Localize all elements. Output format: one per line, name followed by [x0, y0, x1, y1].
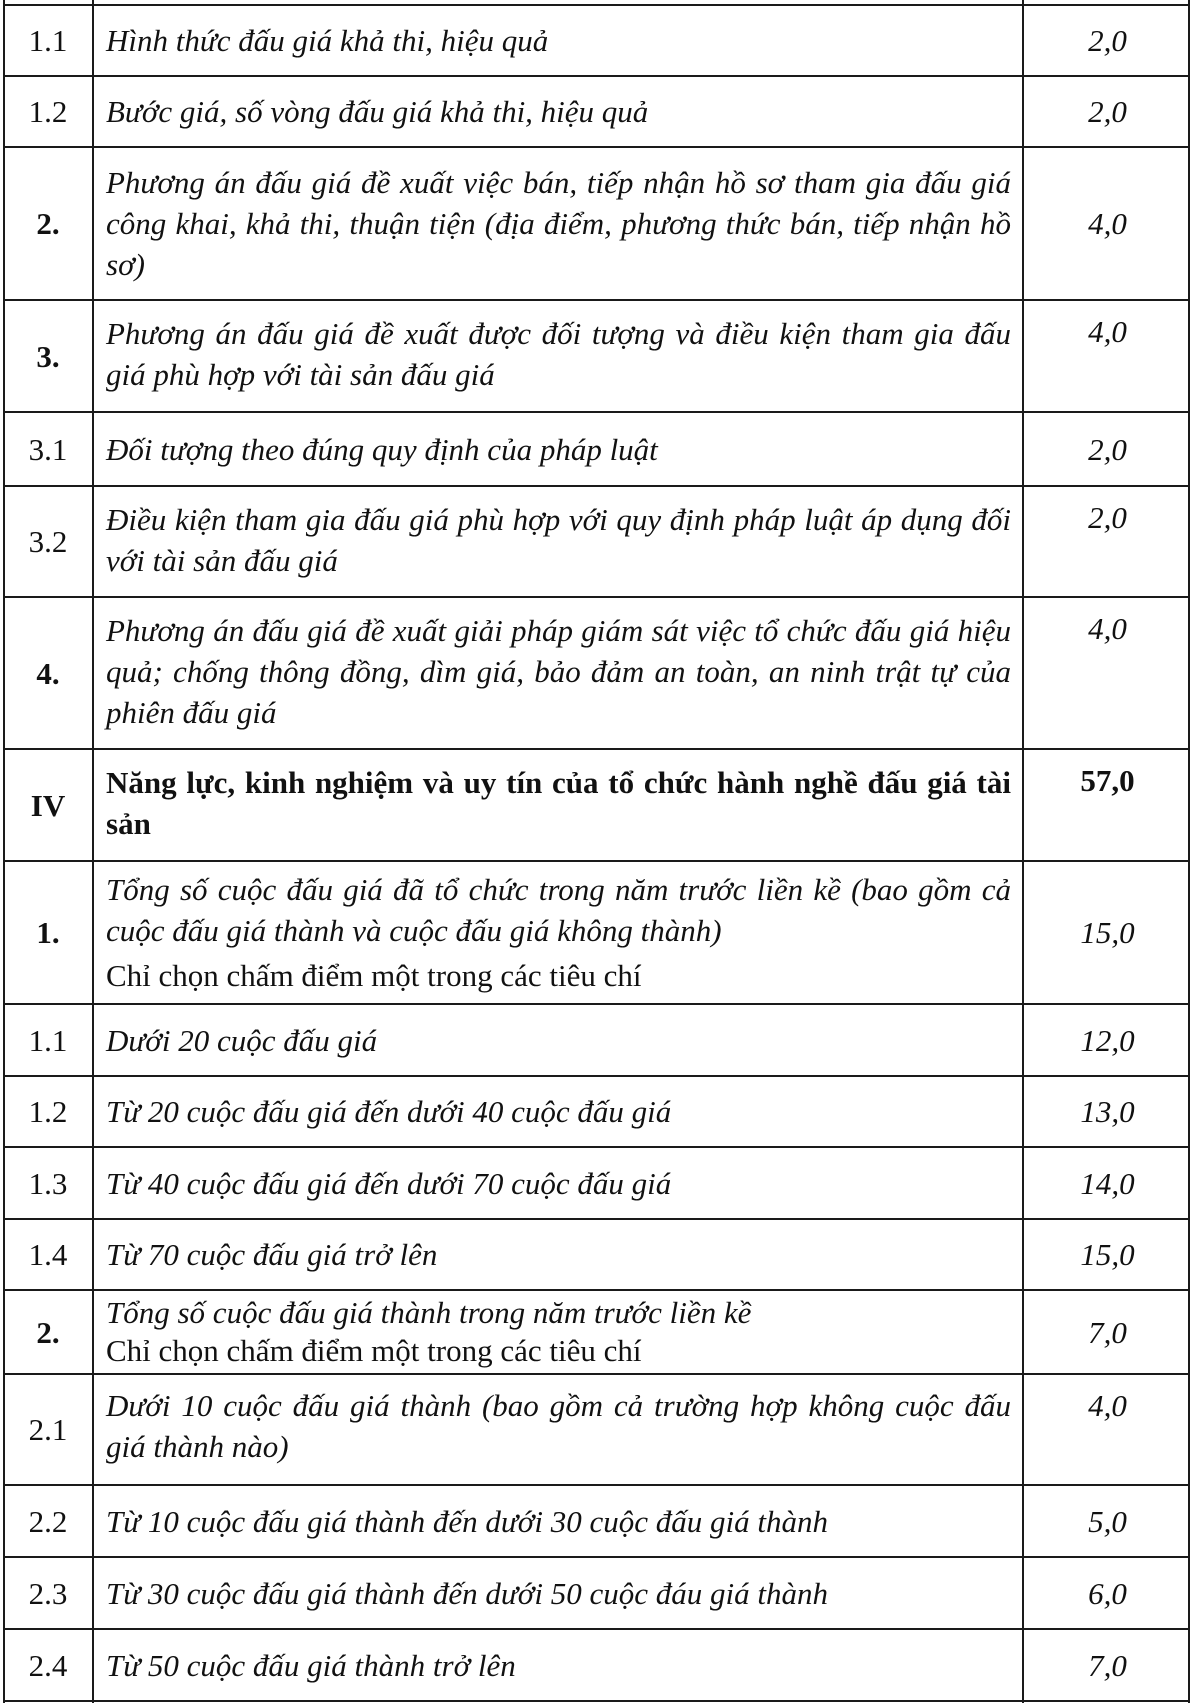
row-number: 1.3 — [28, 1165, 68, 1201]
criterion-text: Từ 20 cuộc đấu giá đến dưới 40 cuộc đấu giá — [106, 1094, 672, 1129]
row-number: 4. — [36, 655, 60, 691]
points-value: 12,0 — [1080, 1022, 1135, 1058]
criterion-text — [106, 1291, 1011, 1373]
criterion-text: Phương án đấu giá đề xuất được đối tượng và điều kiện tham gia đấu giá phù hợp với tài sản đấu giá — [106, 316, 1011, 392]
criterion-text: Phương án đấu giá đề xuất việc bán, tiếp nhận hồ sơ tham gia đấu giá công khai, khả thi, thuận tiện (địa điểm, phương thức bán, tiếp nhận hồ sơ) — [106, 165, 1011, 282]
table-row — [3, 750, 1190, 860]
points-value: 15,0 — [1080, 1237, 1135, 1272]
criterion-text: Dưới 10 cuộc đấu giá thành (bao gồm cả trường hợp không cuộc đấu giá thành nào) — [106, 1388, 1011, 1464]
points-value: 7,0 — [1088, 1314, 1127, 1350]
row-number: 1.1 — [28, 23, 68, 58]
points-value: 4,0 — [1088, 206, 1127, 241]
points-value: 4,0 — [1088, 1388, 1127, 1423]
criterion-text: Điều kiện tham gia đấu giá phù hợp với quy định pháp luật áp dụng đối với tài sản đấu giá — [106, 502, 1011, 578]
criterion-note: Chỉ chọn chấm điểm một trong các tiêu chí — [106, 958, 642, 993]
points-value: 57,0 — [1080, 763, 1135, 798]
points-value: 5,0 — [1088, 1503, 1127, 1539]
row-number: 3.2 — [28, 524, 68, 559]
criterion-text: Hình thức đấu giá khả thi, hiệu quả — [106, 23, 549, 58]
points-value: 15,0 — [1080, 915, 1135, 950]
row-number: 2.2 — [28, 1503, 68, 1539]
criterion-text: Phương án đấu giá đề xuất giải pháp giám sát việc tổ chức đấu giá hiệu quả; chống thông đồng, dìm giá, bảo đảm an toàn, an ninh trật tự của phiên đấu giá — [106, 613, 1011, 730]
row-number: 1.1 — [28, 1022, 68, 1058]
points-value: 2,0 — [1088, 431, 1127, 467]
points-value: 2,0 — [1088, 500, 1127, 535]
table-row — [3, 77, 1190, 146]
row-number: 2. — [36, 1314, 60, 1350]
criterion-text: Dưới 20 cuộc đấu giá — [106, 1022, 378, 1058]
table-row — [3, 1005, 1190, 1075]
criterion-text: Đối tượng theo đúng quy định của pháp luật — [106, 431, 658, 467]
points-value: 7,0 — [1088, 1647, 1127, 1683]
table-row — [3, 1558, 1190, 1628]
points-value: 2,0 — [1088, 23, 1127, 58]
criterion-text: Bước giá, số vòng đấu giá khả thi, hiệu quả — [106, 94, 649, 129]
table-row — [3, 1220, 1190, 1289]
table-row — [3, 6, 1190, 75]
row-number: 2.3 — [28, 1575, 68, 1611]
table-row — [3, 413, 1190, 485]
points-value: 2,0 — [1088, 94, 1127, 129]
row-number: IV — [30, 787, 66, 823]
table-row — [3, 1077, 1190, 1146]
row-number: 1. — [36, 915, 60, 950]
table-row — [3, 1375, 1190, 1484]
criterion-text: Từ 40 cuộc đấu giá đến dưới 70 cuộc đấu giá — [106, 1165, 672, 1201]
criterion-title: Tổng số cuộc đấu giá đã tổ chức trong năm trước liền kề (bao gồm cả cuộc đấu giá thành và cuộc đấu giá không thành) — [106, 872, 1011, 948]
table-row — [3, 1630, 1190, 1700]
row-number: 3.1 — [28, 431, 68, 467]
points-value: 6,0 — [1088, 1575, 1127, 1611]
criterion-text: Từ 10 cuộc đấu giá thành đến dưới 30 cuộc đấu giá thành — [106, 1503, 828, 1539]
points-value: 4,0 — [1088, 314, 1127, 349]
points-value: 14,0 — [1080, 1165, 1135, 1201]
criterion-text: Từ 50 cuộc đấu giá thành trở lên — [106, 1647, 516, 1683]
row-number: 2.1 — [28, 1412, 68, 1447]
row-number: 3. — [36, 338, 60, 374]
row-number: 1.4 — [28, 1237, 68, 1272]
table-row — [3, 862, 1190, 1003]
row-number: 2. — [36, 206, 60, 241]
row-number: 2.4 — [28, 1647, 68, 1683]
criterion-text: Từ 30 cuộc đấu giá thành đến dưới 50 cuộc đáu giá thành — [106, 1575, 828, 1611]
table-row — [3, 301, 1190, 411]
table-row — [3, 487, 1190, 596]
criterion-text: Năng lực, kinh nghiệm và uy tín của tổ chức hành nghề đấu giá tài sản — [106, 765, 1011, 841]
criterion-text — [106, 862, 1011, 1003]
criterion-title: Tổng số cuộc đấu giá thành trong năm trước liền kề — [106, 1295, 752, 1330]
points-value: 4,0 — [1088, 611, 1127, 646]
table-row — [3, 1148, 1190, 1218]
table-row — [3, 148, 1190, 299]
row-number: 1.2 — [28, 1094, 68, 1129]
criterion-note: Chỉ chọn chấm điểm một trong các tiêu chí — [106, 1333, 642, 1368]
points-value: 13,0 — [1080, 1094, 1135, 1129]
table-row — [3, 1291, 1190, 1373]
criterion-text: Từ 70 cuộc đấu giá trở lên — [106, 1237, 438, 1272]
table-row — [3, 1486, 1190, 1556]
row-divider — [3, 1700, 1190, 1702]
row-number: 1.2 — [28, 94, 68, 129]
table-row — [3, 598, 1190, 748]
